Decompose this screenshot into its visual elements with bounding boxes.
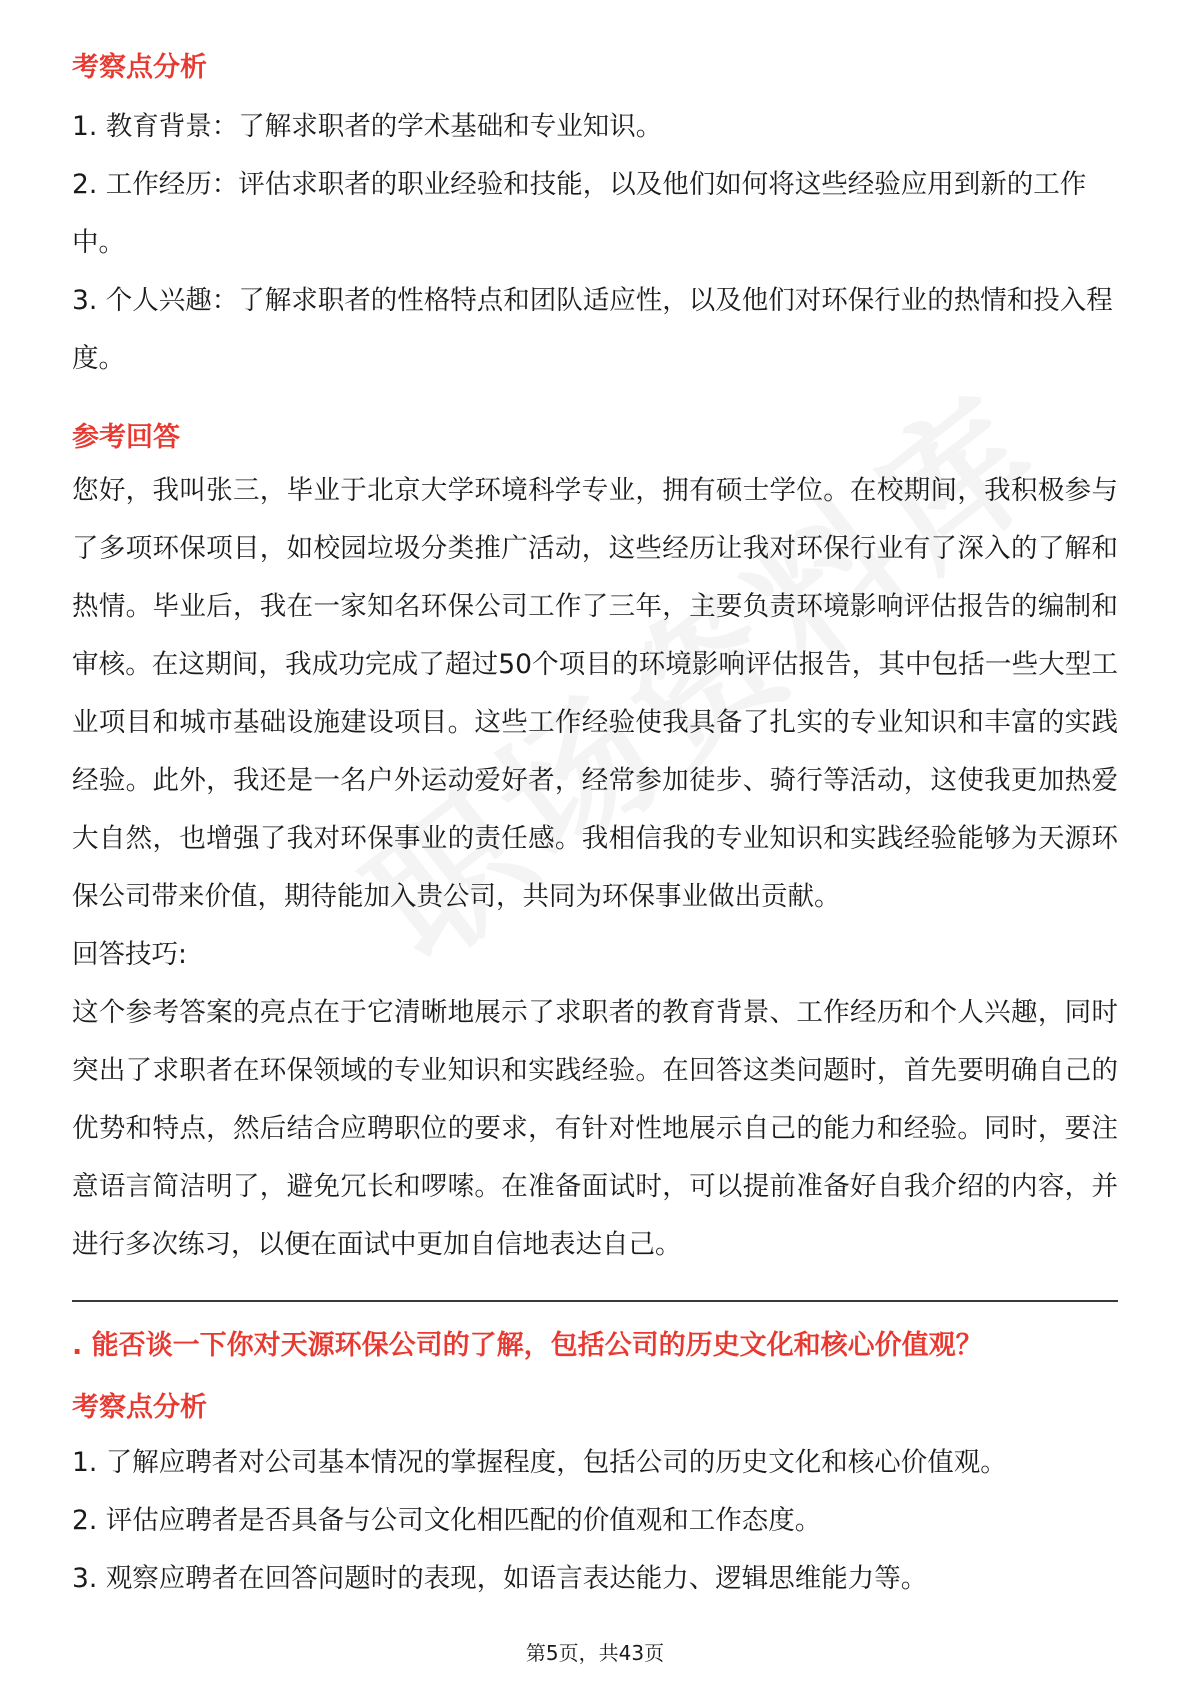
reference-answer-heading: 参考回答 [72, 422, 180, 453]
analysis-heading-1: 考察点分析 [72, 52, 207, 83]
q2-analysis-item-2: 2. 评估应聘者是否具备与公司文化相匹配的价值观和工作态度。 [72, 1505, 822, 1536]
analysis-item-1: 1. 教育背景：了解求职者的学术基础和专业知识。 [72, 111, 663, 142]
question-2-section [72, 1326, 1118, 1608]
question-2-title: . 能否谈一下你对天源环保公司的了解，包括公司的历史文化和核心价值观？ [72, 1330, 983, 1361]
analysis-item-3: 3. 个人兴趣：了解求职者的性格特点和团队适应性，以及他们对环保行业的热情和投入程度。 [72, 285, 1113, 374]
analysis-section-1 [72, 48, 1118, 388]
analysis-heading-2: 考察点分析 [72, 1392, 207, 1423]
reference-answer-section [72, 418, 1118, 1274]
answer-tips-text: 这个参考答案的亮点在于它清晰地展示了求职者的教育背景、工作经历和个人兴趣，同时突出了求职者在环保领域的专业知识和实践经验。在回答这类问题时，首先要明确自己的优势和特点，然后结合应聘职位的要求，有针对性地展示自己的能力和经验。同时，要注意语言简洁明了，避免冗长和啰嗦。在准备面试时，可以提前准备好自我介绍的内容，并进行多次练习，以便在面试中更加自信地表达自己。 [72, 997, 1118, 1260]
q2-analysis-item-3: 3. 观察应聘者在回答问题时的表现，如语言表达能力、逻辑思维能力等。 [72, 1563, 928, 1594]
document-page [72, 48, 1118, 1608]
reference-answer-text: 您好，我叫张三，毕业于北京大学环境科学专业，拥有硕士学位。在校期间，我积极参与了多项环保项目，如校园垃圾分类推广活动，这些经历让我对环保行业有了深入的了解和热情。毕业后，我在一家知名环保公司工作了三年，主要负责环境影响评估报告的编制和审核。在这期间，我成功完成了超过50个项目的环境影响评估报告，其中包括一些大型工业项目和城市基础设施建设项目。这些工作经验使我具备了扎实的专业知识和丰富的实践经验。此外，我还是一名户外运动爱好者，经常参加徒步、骑行等活动，这使我更加热爱大自然，也增强了我对环保事业的责任感。我相信我的专业知识和实践经验能够为天源环保公司带来价值，期待能加入贵公司，共同为环保事业做出贡献。 [72, 475, 1118, 912]
page-number: 第5页，共43页 [525, 1641, 665, 1665]
answer-tips-label: 回答技巧: [72, 939, 187, 970]
section-divider [72, 1300, 1118, 1302]
analysis-item-2: 2. 工作经历：评估求职者的职业经验和技能，以及他们如何将这些经验应用到新的工作中。 [72, 169, 1087, 258]
q2-analysis-item-1: 1. 了解应聘者对公司基本情况的掌握程度，包括公司的历史文化和核心价值观。 [72, 1447, 1007, 1478]
